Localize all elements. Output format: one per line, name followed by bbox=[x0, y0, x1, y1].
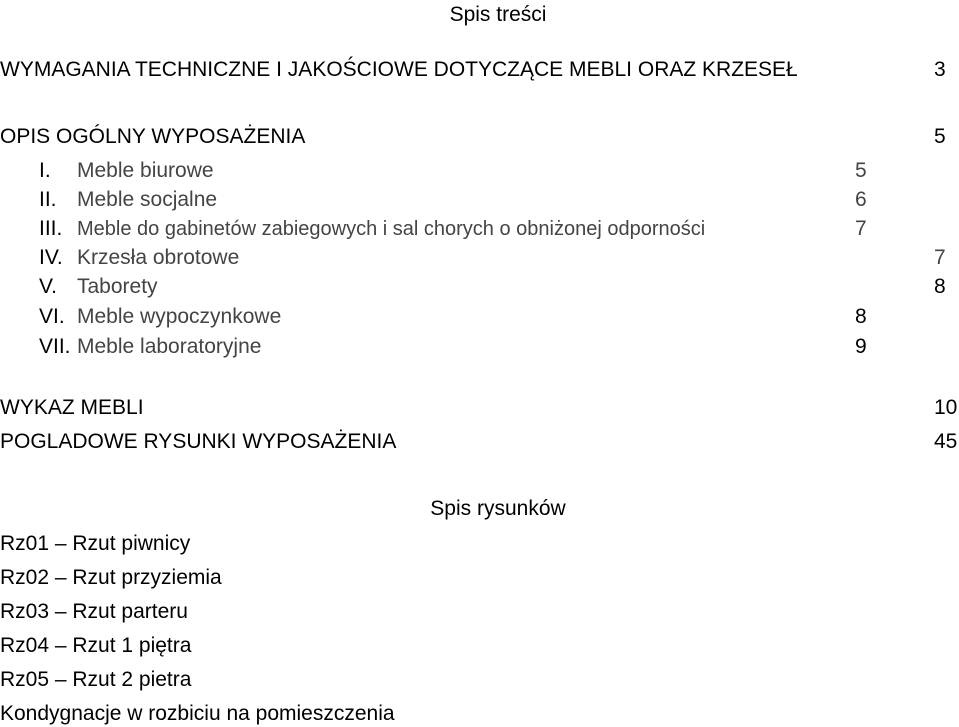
toc-title: Spis treści bbox=[449, 3, 547, 26]
toc-subentry-page: 9 bbox=[855, 335, 867, 358]
figure-item-first-level-plan[interactable]: Rz03 – Rzut parteru bbox=[0, 600, 188, 623]
toc-entry-general-description[interactable]: OPIS OGÓLNY WYPOSAŻENIA bbox=[0, 125, 306, 148]
toc-subentry-numeral: VI. bbox=[39, 305, 65, 328]
figure-item-ground-floor-plan[interactable]: Rz02 – Rzut przyziemia bbox=[0, 566, 222, 589]
figure-item-storeys-by-room[interactable]: Kondygnacje w rozbiciu na pomieszczenia bbox=[0, 702, 395, 725]
toc-entry-overview-drawings-page: 45 bbox=[934, 430, 958, 453]
toc-subentry-numeral: VII. bbox=[39, 335, 71, 358]
figures-title: Spis rysunków bbox=[430, 497, 566, 520]
toc-subentry-label: Meble do gabinetów zabiegowych i sal chorych o obniżonej odporności bbox=[77, 218, 706, 240]
toc-subentry-lounge-furniture[interactable] bbox=[0, 304, 281, 330]
toc-subentry-label: Krzesła obrotowe bbox=[77, 246, 240, 269]
toc-subentry-numeral: II. bbox=[39, 188, 57, 211]
toc-subentry-office-furniture[interactable] bbox=[0, 158, 214, 184]
toc-subentry-numeral: III. bbox=[39, 217, 63, 240]
toc-entry-furniture-list-page: 10 bbox=[934, 396, 958, 419]
toc-entry-overview-drawings[interactable]: POGLADOWE RYSUNKI WYPOSAŻENIA bbox=[0, 430, 397, 453]
toc-entry-furniture-list[interactable]: WYKAZ MEBLI bbox=[0, 396, 144, 419]
toc-subentry-page: 5 bbox=[855, 159, 867, 182]
toc-subentry-page: 7 bbox=[934, 246, 946, 269]
toc-subentry-label: Meble laboratoryjne bbox=[77, 335, 262, 358]
toc-subentry-social-furniture[interactable] bbox=[0, 187, 217, 213]
toc-subentry-treatment-rooms[interactable] bbox=[0, 216, 705, 242]
toc-subentry-page: 8 bbox=[934, 275, 946, 298]
toc-subentry-label: Meble socjalne bbox=[77, 188, 218, 211]
toc-subentry-numeral: I. bbox=[39, 159, 51, 182]
toc-subentry-swivel-chairs[interactable] bbox=[0, 245, 239, 271]
toc-subentry-page: 8 bbox=[855, 305, 867, 328]
figure-item-basement-plan[interactable]: Rz01 – Rzut piwnicy bbox=[0, 532, 191, 555]
toc-subentry-numeral: V. bbox=[39, 275, 57, 298]
toc-entry-general-description-page: 5 bbox=[934, 125, 946, 148]
toc-subentry-lab-furniture[interactable] bbox=[0, 334, 261, 360]
toc-subentry-stools[interactable] bbox=[0, 274, 158, 300]
toc-entry-requirements[interactable]: WYMAGANIA TECHNICZNE I JAKOŚCIOWE DOTYCZĄCE MEBLI ORAZ KRZESEŁ bbox=[0, 58, 798, 81]
figure-item-first-floor-plan[interactable]: Rz04 – Rzut 1 piętra bbox=[0, 634, 192, 657]
toc-subentry-label: Taborety bbox=[77, 275, 158, 298]
toc-subentry-numeral: IV. bbox=[39, 246, 63, 269]
figure-item-second-floor-plan[interactable]: Rz05 – Rzut 2 pietra bbox=[0, 668, 192, 691]
toc-subentry-label: Meble biurowe bbox=[77, 159, 214, 182]
toc-subentry-label: Meble wypoczynkowe bbox=[77, 305, 282, 328]
toc-entry-requirements-page: 3 bbox=[934, 58, 946, 81]
toc-subentry-page: 7 bbox=[855, 217, 867, 240]
toc-subentry-page: 6 bbox=[855, 188, 867, 211]
